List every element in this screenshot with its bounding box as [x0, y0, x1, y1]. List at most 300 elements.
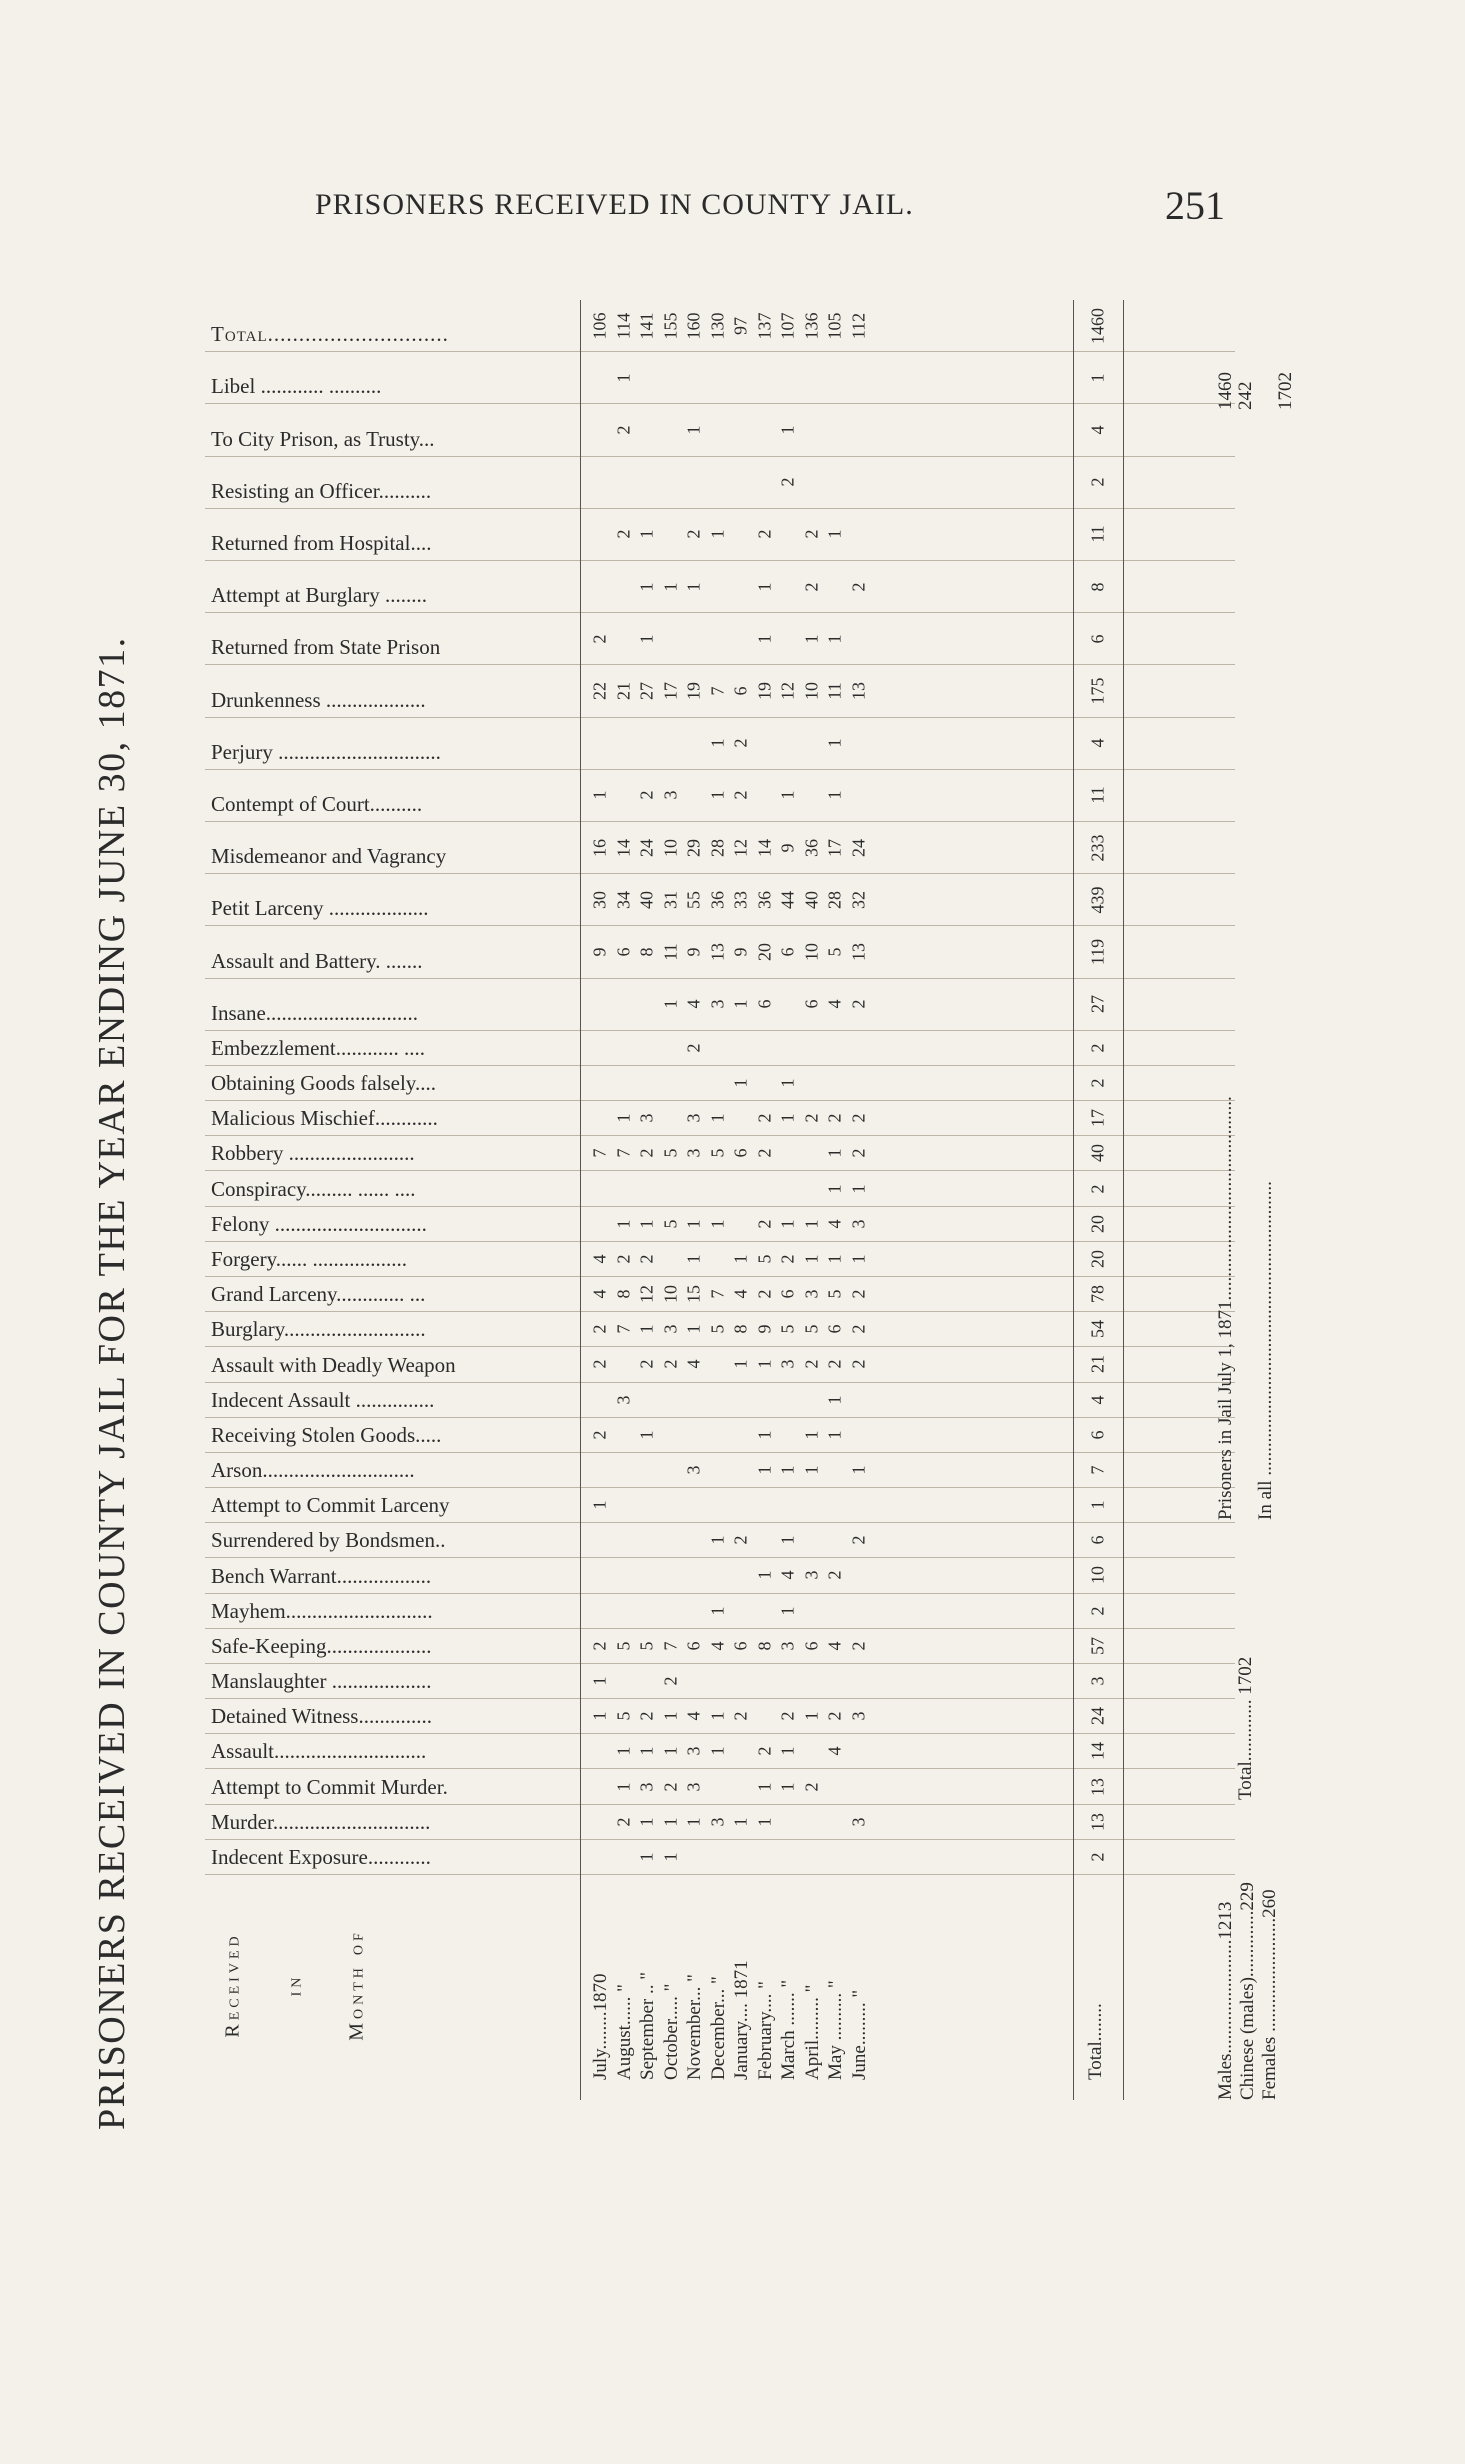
row-total: 4	[1087, 1395, 1108, 1405]
table-row	[205, 1453, 1235, 1488]
row-values	[585, 404, 1075, 455]
row-label: Conspiracy......... ...... ....	[211, 1176, 416, 1201]
month-value: 2	[848, 1113, 868, 1123]
month-value: 2	[801, 582, 821, 592]
males-value: 1213	[1215, 1901, 1236, 1940]
month-value: 136	[801, 312, 821, 340]
month-value: 4	[589, 1254, 610, 1264]
month-value: 141	[636, 312, 657, 340]
females-label: Females ........................	[1259, 1917, 1280, 2100]
month-value: 34	[613, 890, 633, 909]
month-value: 4	[707, 1641, 727, 1651]
row-total: 2	[1087, 477, 1108, 487]
sex-total-row	[1235, 1657, 1257, 1800]
month-value: 2	[730, 1535, 751, 1545]
month-value: 3	[683, 1746, 704, 1756]
month-value: 5	[660, 1219, 680, 1229]
sex-total-value: 1702	[1235, 1656, 1256, 1695]
month-value: 1	[801, 1219, 821, 1229]
month-value: 3	[683, 1148, 704, 1158]
column-rule	[1123, 300, 1124, 2100]
month-value: 155	[660, 312, 680, 340]
row-values	[585, 352, 1075, 403]
row-total: 1	[1087, 373, 1108, 383]
month-value: 1	[801, 1430, 821, 1440]
month-value: 5	[613, 1711, 633, 1721]
month-value: 1	[754, 582, 774, 592]
month-value: 8	[636, 947, 657, 957]
row-label: Assault with Deadly Weapon	[211, 1352, 456, 1377]
month-value: 2	[848, 1148, 868, 1158]
row-label: Contempt of Court..........	[211, 791, 423, 816]
row-values	[585, 1558, 1075, 1592]
month-value: 3	[777, 1641, 798, 1651]
month-value: 6	[613, 947, 633, 957]
month-value: 12	[636, 1285, 657, 1304]
month-value: 7	[589, 1148, 610, 1158]
row-total: 40	[1087, 1144, 1108, 1163]
month-text: Total........	[1085, 2003, 1106, 2080]
month-value: 6	[801, 999, 821, 1009]
jail-label: Prisoners in Jail July 1, 1871...........................................	[1215, 1096, 1236, 1520]
month-value: 1	[824, 529, 845, 539]
month-value: 1	[683, 425, 704, 435]
month-value: 3	[707, 999, 727, 1009]
row-label: Murder..............................	[211, 1809, 431, 1834]
month-value: 4	[589, 1289, 610, 1299]
month-value: 10	[801, 681, 821, 700]
month-text: December... "	[707, 1976, 729, 2080]
month-value: 1	[683, 582, 704, 592]
month-value: 1	[848, 1465, 868, 1475]
month-text: June......... "	[848, 1989, 870, 2080]
row-total: 2	[1087, 1184, 1108, 1194]
row-label: Arson.............................	[211, 1458, 415, 1483]
month-value: 7	[707, 1289, 727, 1299]
month-value: 9	[589, 947, 610, 957]
month-value: 1	[824, 738, 845, 748]
row-total: 233	[1087, 834, 1108, 862]
month-value: 7	[613, 1148, 633, 1158]
month-value: 1	[660, 1817, 680, 1827]
table-row	[205, 1699, 1235, 1734]
month-value: 4	[824, 999, 845, 1009]
month-value: 9	[754, 1324, 774, 1334]
month-value: 1	[636, 1430, 657, 1440]
month-value: 1	[613, 1782, 633, 1792]
month-value: 1	[636, 1219, 657, 1229]
row-total: 13	[1087, 1812, 1108, 1831]
month-value: 1	[754, 1359, 774, 1369]
month-value: 4	[824, 1219, 845, 1229]
row-total: 8	[1087, 582, 1108, 592]
month-value: 5	[636, 1641, 657, 1651]
table-row	[205, 1066, 1235, 1101]
month-value: 105	[824, 312, 845, 340]
month-value: 1	[777, 1535, 798, 1545]
row-values	[585, 1383, 1075, 1417]
month-value: 1	[707, 1606, 727, 1616]
month-value: 1	[707, 738, 727, 748]
row-values	[585, 1171, 1075, 1205]
month-value: 1	[754, 1817, 774, 1827]
month-value: 4	[824, 1641, 845, 1651]
row-total: 20	[1087, 1249, 1108, 1268]
row-label: Safe-Keeping....................	[211, 1633, 432, 1658]
month-value: 6	[683, 1641, 704, 1651]
month-text: November... "	[684, 1974, 705, 2080]
month-value: 1	[730, 999, 751, 1009]
row-label: Detained Witness..............	[211, 1704, 432, 1729]
month-text: August...... "	[613, 1984, 635, 2080]
in-all-row	[1255, 1181, 1277, 1520]
month-value: 2	[754, 1113, 774, 1123]
month-value: 17	[824, 838, 845, 857]
month-value: 2	[777, 1254, 798, 1264]
row-label: Receiving Stolen Goods.....	[211, 1422, 442, 1447]
table-row	[205, 1769, 1235, 1804]
month-value: 1	[589, 790, 610, 800]
month-value: 1	[754, 1430, 774, 1440]
month-value: 6	[777, 1289, 798, 1299]
row-values	[585, 665, 1075, 716]
month-value: 1	[613, 1746, 633, 1756]
table-row	[205, 1558, 1235, 1593]
column-rule	[1073, 300, 1074, 2100]
month-value: 2	[636, 1254, 657, 1264]
month-value: 7	[660, 1641, 680, 1651]
table-row	[205, 1312, 1235, 1347]
row-values	[585, 1453, 1075, 1487]
chinese-value: 229	[1237, 1882, 1258, 1911]
month-value: 4	[777, 1570, 798, 1580]
month-value: 44	[777, 890, 798, 909]
row-label: Attempt at Burglary ........	[211, 583, 427, 608]
in-all-label: In all ..............................................................	[1255, 1181, 1276, 1520]
month-value: 2	[848, 1641, 868, 1651]
month-value: 12	[777, 681, 798, 700]
table-row	[205, 1594, 1235, 1629]
month-value: 1	[777, 425, 798, 435]
month-value: 137	[754, 312, 774, 340]
month-value: 1	[824, 1395, 845, 1405]
month-value: 21	[613, 681, 633, 700]
month-value: 2	[824, 1359, 845, 1369]
month-value: 3	[848, 1817, 868, 1827]
month-value: 2	[848, 1289, 868, 1299]
month-value: 1	[754, 1570, 774, 1580]
month-value: 2	[824, 1711, 845, 1721]
table-row	[205, 1136, 1235, 1171]
table-row	[205, 561, 1235, 613]
table-row	[205, 1277, 1235, 1312]
month-value: 2	[683, 529, 704, 539]
row-total: 119	[1087, 938, 1108, 966]
month-value: 33	[730, 890, 751, 909]
month-value: 5	[824, 947, 845, 957]
month-value: 2	[613, 1817, 633, 1827]
month-value: 1	[730, 1078, 751, 1088]
month-value: 2	[660, 1359, 680, 1369]
row-values	[585, 874, 1075, 925]
row-values	[585, 1664, 1075, 1698]
row-total: 10	[1087, 1566, 1108, 1585]
month-value: 2	[848, 999, 868, 1009]
row-total: 20	[1087, 1214, 1108, 1233]
month-value: 1	[730, 1817, 751, 1827]
row-label: Assault and Battery. .......	[211, 948, 423, 973]
month-value: 55	[683, 890, 704, 909]
row-label: Bench Warrant..................	[211, 1563, 432, 1588]
row-label: Attempt to Commit Murder.	[211, 1774, 448, 1799]
month-value: 12	[730, 838, 751, 857]
row-label: Embezzlement............ ....	[211, 1035, 426, 1060]
table-row	[205, 718, 1235, 770]
row-total: 2	[1087, 1852, 1108, 1862]
row-label: Grand Larceny............. ...	[211, 1282, 426, 1307]
row-label: Libel ............ ..........	[211, 374, 382, 399]
month-value: 5	[707, 1148, 727, 1158]
month-value: 14	[754, 838, 774, 857]
month-value: 1	[613, 1219, 633, 1229]
month-text: April......... "	[801, 1984, 823, 2080]
month-value: 4	[683, 1359, 704, 1369]
row-values	[585, 1594, 1075, 1628]
table-row	[205, 1805, 1235, 1840]
row-values	[585, 1242, 1075, 1276]
row-total: 6	[1087, 634, 1108, 644]
month-value: 2	[777, 477, 798, 487]
month-value: 7	[613, 1324, 633, 1334]
page-title: PRISONERS RECEIVED IN COUNTY JAIL.	[315, 188, 914, 221]
table-row	[205, 1207, 1235, 1242]
month-value: 9	[730, 947, 751, 957]
month-value: 13	[848, 942, 868, 961]
row-values	[585, 1347, 1075, 1381]
month-value: 2	[636, 1148, 657, 1158]
row-total: 4	[1087, 738, 1108, 748]
row-values	[585, 1101, 1075, 1135]
month-value: 3	[777, 1359, 798, 1369]
month-value: 1	[636, 529, 657, 539]
row-total: 24	[1087, 1707, 1108, 1726]
month-value: 130	[707, 312, 727, 340]
row-values	[585, 457, 1075, 508]
month-value: 1	[636, 582, 657, 592]
row-label: Robbery ........................	[211, 1141, 415, 1166]
month-value: 3	[848, 1219, 868, 1229]
month-value: 1	[801, 1254, 821, 1264]
month-value: 1	[660, 999, 680, 1009]
month-value: 2	[613, 425, 633, 435]
row-total: 17	[1087, 1109, 1108, 1128]
table-row	[205, 979, 1235, 1031]
females-row	[1259, 1889, 1281, 2100]
month-value: 2	[589, 1324, 610, 1334]
row-label: Surrendered by Bondsmen..	[211, 1528, 446, 1553]
row-values	[585, 509, 1075, 560]
month-text: March ....... "	[778, 1979, 799, 2080]
table-row	[205, 457, 1235, 509]
month-value: 1	[848, 1184, 868, 1194]
month-value: 2	[801, 1113, 821, 1123]
row-values	[585, 1734, 1075, 1768]
table-row	[205, 1488, 1235, 1523]
month-value: 1	[730, 1359, 751, 1369]
month-value: 24	[636, 838, 657, 857]
row-label: Attempt to Commit Larceny	[211, 1493, 450, 1518]
row-label: Assault.............................	[211, 1739, 427, 1764]
month-value: 1	[801, 1465, 821, 1475]
month-value: 3	[660, 790, 680, 800]
summary-panel	[1215, 300, 1325, 2100]
month-value: 1	[683, 1817, 704, 1827]
row-label: Perjury ...............................	[211, 739, 441, 764]
side-title: PRISONERS RECEIVED IN COUNTY JAIL FOR THE YEAR ENDING JUNE 30, 1871.	[91, 636, 133, 2130]
month-value: 1	[777, 1078, 798, 1088]
month-value: 15	[683, 1285, 704, 1304]
table-row	[205, 1171, 1235, 1206]
month-value: 3	[660, 1324, 680, 1334]
row-label: Burglary...........................	[211, 1317, 426, 1342]
month-value: 13	[848, 681, 868, 700]
month-text: May .......... "	[825, 1980, 846, 2080]
table-row	[205, 1031, 1235, 1066]
month-of-word: Month of	[345, 1929, 368, 2041]
month-label	[1085, 1880, 1115, 2090]
month-value: 2	[636, 1359, 657, 1369]
month-value: 1	[824, 1148, 845, 1158]
row-total: 57	[1087, 1636, 1108, 1655]
month-value: 2	[848, 1359, 868, 1369]
sex-total-label: Total.............	[1235, 1699, 1256, 1800]
month-value: 1	[660, 582, 680, 592]
row-values	[585, 561, 1075, 612]
row-total: 2	[1087, 1043, 1108, 1053]
month-value: 1	[660, 1746, 680, 1756]
month-value: 1	[777, 1782, 798, 1792]
month-value: 1	[660, 1852, 680, 1862]
page-number: 251	[1165, 183, 1225, 228]
row-values	[585, 1488, 1075, 1522]
month-value: 2	[824, 1570, 845, 1580]
table-row	[205, 1664, 1235, 1699]
month-value: 2	[589, 1430, 610, 1440]
month-value: 3	[636, 1782, 657, 1792]
row-total: 54	[1087, 1320, 1108, 1339]
row-total: 1	[1087, 1500, 1108, 1510]
month-value: 3	[801, 1289, 821, 1299]
row-total: 7	[1087, 1465, 1108, 1475]
row-label: Returned from Hospital....	[211, 530, 432, 555]
month-value: 2	[589, 634, 610, 644]
row-values	[585, 822, 1075, 873]
month-value: 106	[589, 312, 610, 340]
row-values	[585, 1031, 1075, 1065]
row-values	[585, 926, 1075, 977]
month-value: 11	[660, 943, 680, 961]
month-value: 9	[777, 843, 798, 853]
row-label: Total.............................	[211, 322, 449, 347]
month-value: 6	[777, 947, 798, 957]
row-values	[585, 770, 1075, 821]
table-row	[205, 1101, 1235, 1136]
chinese-label: Chinese (males)..............	[1237, 1910, 1258, 2100]
month-value: 160	[683, 312, 704, 340]
row-label: Malicious Mischief............	[211, 1106, 438, 1131]
row-total: 78	[1087, 1285, 1108, 1304]
row-values	[585, 300, 1075, 351]
month-value: 9	[683, 947, 704, 957]
month-value: 7	[707, 686, 727, 696]
month-value: 1	[730, 1254, 751, 1264]
month-value: 5	[754, 1254, 774, 1264]
month-value: 8	[730, 1324, 751, 1334]
row-total: 21	[1087, 1355, 1108, 1374]
month-value: 14	[613, 838, 633, 857]
month-value: 2	[636, 790, 657, 800]
row-total: 1460	[1087, 307, 1108, 344]
month-value: 20	[754, 942, 774, 961]
table-row	[205, 1383, 1235, 1418]
month-value: 1	[824, 1254, 845, 1264]
row-total: 2	[1087, 1078, 1108, 1088]
month-value: 19	[683, 681, 704, 700]
month-value: 2	[777, 1711, 798, 1721]
month-value: 114	[613, 312, 633, 339]
row-values	[585, 979, 1075, 1030]
table-row	[205, 1523, 1235, 1558]
row-values	[585, 1066, 1075, 1100]
jail-row	[1215, 1096, 1237, 1520]
row-total: 13	[1087, 1777, 1108, 1796]
table-body	[205, 300, 1235, 2100]
month-value: 1	[636, 1817, 657, 1827]
row-label: Mayhem............................	[211, 1598, 433, 1623]
month-value: 19	[754, 681, 774, 700]
row-values	[585, 1277, 1075, 1311]
month-value: 1	[801, 634, 821, 644]
month-value: 6	[824, 1324, 845, 1334]
month-value: 16	[589, 838, 610, 857]
month-value: 27	[636, 681, 657, 700]
row-values	[585, 1312, 1075, 1346]
month-value: 2	[824, 1113, 845, 1123]
month-value: 1	[707, 790, 727, 800]
month-value: 3	[613, 1395, 633, 1405]
month-value: 1	[848, 1254, 868, 1264]
month-value: 36	[754, 890, 774, 909]
month-value: 2	[754, 529, 774, 539]
month-value: 5	[777, 1324, 798, 1334]
month-value: 97	[730, 316, 751, 335]
month-value: 2	[613, 529, 633, 539]
table-row	[205, 665, 1235, 717]
row-label: Obtaining Goods falsely....	[211, 1071, 436, 1096]
month-value: 3	[636, 1113, 657, 1123]
month-value: 1	[824, 1184, 845, 1194]
month-value: 2	[613, 1254, 633, 1264]
row-label: Indecent Assault ...............	[211, 1387, 435, 1412]
month-value: 36	[801, 838, 821, 857]
month-value: 1	[683, 1254, 704, 1264]
month-value: 2	[848, 1324, 868, 1334]
page-header	[0, 180, 1465, 240]
month-value: 1	[707, 1113, 727, 1123]
row-total: 6	[1087, 1535, 1108, 1545]
table-row	[205, 509, 1235, 561]
month-value: 1	[636, 1852, 657, 1862]
